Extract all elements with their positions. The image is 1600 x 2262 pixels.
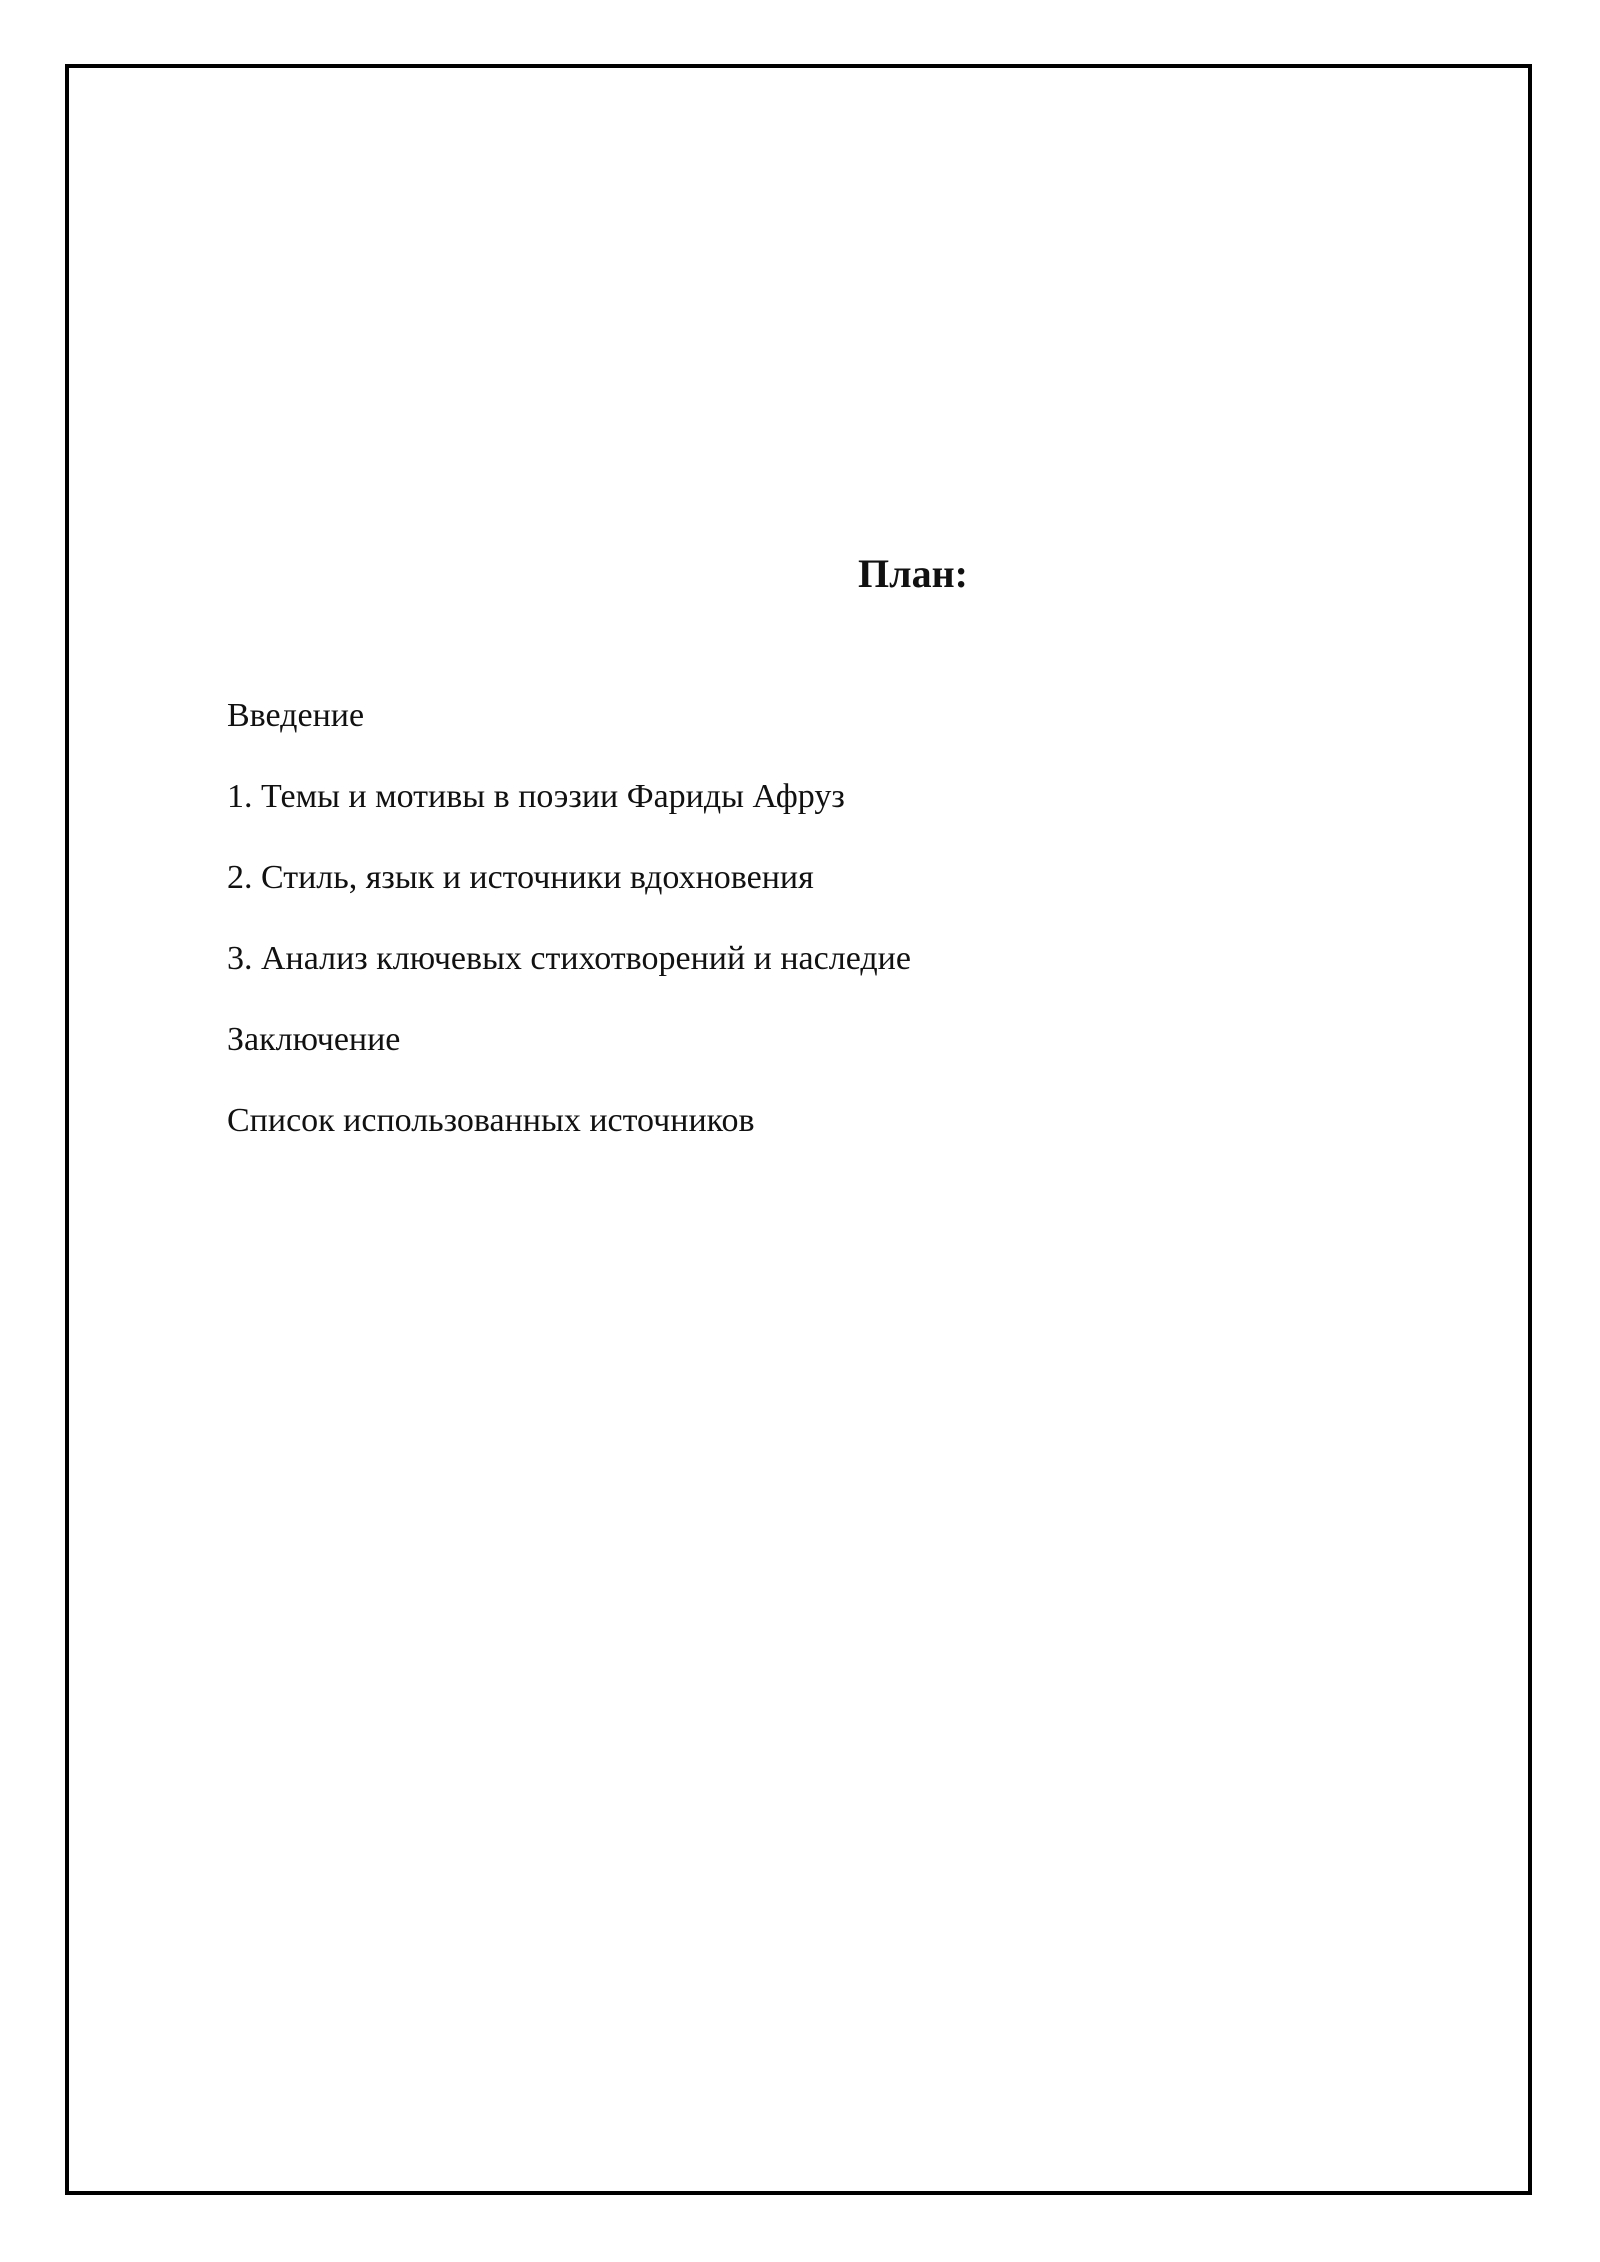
table-of-contents — [227, 696, 911, 1182]
toc-item-chapter-2: 2. Стиль, язык и источники вдохновения — [227, 859, 814, 896]
toc-item-introduction: Введение — [227, 697, 365, 734]
page-title: План: — [858, 551, 968, 596]
toc-item-conclusion: Заключение — [227, 1021, 401, 1058]
toc-item-references: Список использованных источников — [227, 1102, 755, 1139]
toc-item-chapter-3: 3. Анализ ключевых стихотворений и наследие — [227, 940, 911, 977]
toc-item-chapter-1: 1. Темы и мотивы в поэзии Фариды Афруз — [227, 778, 845, 815]
